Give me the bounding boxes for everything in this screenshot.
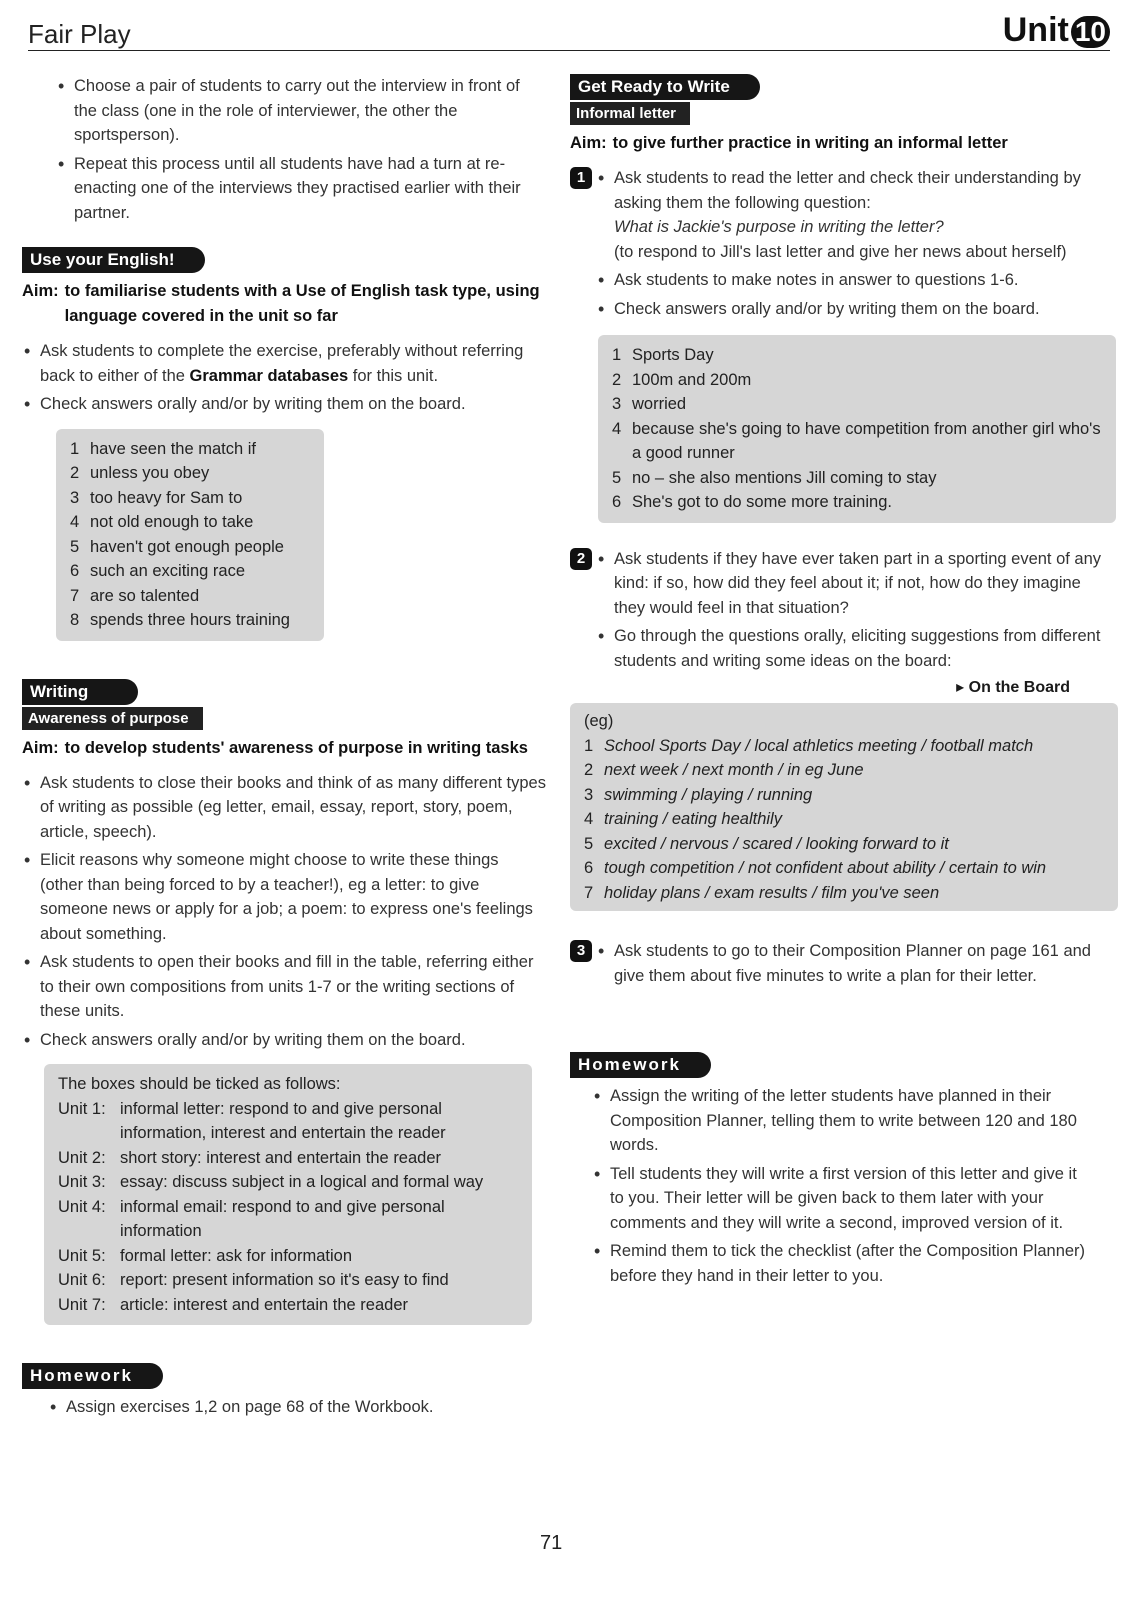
task-number-badge: 3 bbox=[570, 940, 592, 962]
ticked-boxes-answer bbox=[44, 1064, 532, 1325]
item-text: holiday plans / exam results / film you've seen bbox=[604, 883, 940, 902]
list-item: • Tell students they will write a first version of this letter and give it to you. Their letter will be given back to them later with your comments and they will write a second, improved version of it. bbox=[592, 1162, 1090, 1236]
task-2 bbox=[570, 547, 1110, 678]
play-arrow-icon: ▸ bbox=[956, 679, 965, 696]
homework-heading: Homework bbox=[22, 1363, 163, 1389]
list-item: • Check answers orally and/or by writing them on the board. bbox=[22, 1028, 546, 1053]
list-item bbox=[612, 343, 1102, 368]
list-item bbox=[612, 466, 1102, 491]
list-item: • Ask students to go to their Composition Planner on page 161 and give them about five minutes to write a plan for their letter. bbox=[596, 939, 1110, 988]
list-item bbox=[70, 437, 310, 462]
item-number: 8 bbox=[70, 611, 80, 629]
task-2-bullets bbox=[596, 547, 1110, 678]
item-number: 2 bbox=[584, 761, 594, 779]
unit-description: article: interest and entertain the reader bbox=[120, 1295, 409, 1314]
task-3 bbox=[570, 939, 1110, 992]
page-number: 71 bbox=[540, 1532, 563, 1554]
list-item bbox=[70, 461, 310, 486]
item-number: 3 bbox=[70, 488, 80, 507]
item-text: because she's going to have competition from another girl who's a good runner bbox=[632, 419, 1101, 462]
intro-bullets bbox=[56, 74, 546, 225]
unit-description: essay: discuss subject in a logical and formal way bbox=[120, 1173, 484, 1191]
unit-label: Unit 2: bbox=[58, 1148, 106, 1167]
homework-bullets bbox=[48, 1395, 546, 1420]
list-item: • Assign exercises 1,2 on page 68 of the Workbook. bbox=[48, 1395, 546, 1420]
list-item: • Ask students to close their books and think of as many different types of writing as possible (eg letter, email, essay, report, story, poem, article, speech). bbox=[22, 771, 546, 845]
list-item: • Choose a pair of students to carry out the interview in front of the class (one in the role of interviewer, the other the sportsperson). bbox=[56, 74, 546, 148]
aim-text: Aim: to give further practice in writing an informal letter bbox=[570, 134, 1008, 152]
list-item: • Ask students if they have ever taken part in a sporting event of any kind: if so, how did they feel about it; if not, how do they imagine they would feel in that situation? bbox=[596, 547, 1110, 621]
item-text: have seen the match if bbox=[90, 439, 257, 458]
list-item: • Go through the questions orally, eliciting suggestions from different students and writing some ideas on the board: bbox=[596, 624, 1110, 673]
unit-description: informal email: respond to and give personal information bbox=[120, 1197, 445, 1240]
unit-row bbox=[58, 1268, 518, 1293]
task-3-bullets bbox=[596, 939, 1110, 992]
unit-row bbox=[58, 1195, 518, 1244]
units-list bbox=[58, 1097, 518, 1318]
item-number: 7 bbox=[584, 883, 594, 902]
item-text: training / eating healthily bbox=[604, 810, 782, 828]
section-title: Fair Play bbox=[28, 19, 131, 49]
item-text: not old enough to take bbox=[90, 513, 254, 531]
list-item bbox=[70, 559, 310, 584]
list-item bbox=[612, 368, 1102, 393]
unit-description: formal letter: ask for information bbox=[120, 1246, 352, 1265]
list-item: • Assign the writing of the letter students have planned in their Composition Planner, telling them to write between 120 and 180 words. bbox=[592, 1084, 1090, 1158]
item-number: 5 bbox=[584, 834, 594, 853]
list-item: • Ask students to open their books and fill in the table, referring either to their own compositions from units 1-7 or the writing sections of these units. bbox=[22, 950, 546, 1024]
item-number: 6 bbox=[70, 562, 80, 580]
list-item: • Ask students to read the letter and check their understanding by asking them the following question: What is Jackie's purpose in writing the letter? (to respond to Jill's last letter and give her news about herself) bbox=[596, 166, 1110, 264]
item-text: She's got to do some more training. bbox=[632, 493, 892, 511]
unit-row bbox=[58, 1170, 518, 1195]
list-item: • Remind them to tick the checklist (after the Composition Planner) before they hand in their letter to you. bbox=[592, 1239, 1090, 1288]
task-number-badge: 2 bbox=[570, 548, 592, 570]
list-item bbox=[584, 783, 1104, 808]
use-english-section bbox=[22, 247, 546, 641]
item-number: 5 bbox=[70, 537, 80, 556]
item-text: are so talented bbox=[90, 586, 200, 605]
unit-label: Unit 3: bbox=[58, 1173, 106, 1191]
item-number: 3 bbox=[612, 395, 622, 413]
writing-subheading: Awareness of purpose bbox=[22, 707, 203, 730]
informal-letter-subheading: Informal letter bbox=[570, 102, 690, 125]
page-header bbox=[28, 11, 1110, 51]
item-number: 5 bbox=[612, 468, 622, 487]
answer-key-box bbox=[56, 429, 324, 641]
item-number: 4 bbox=[612, 419, 622, 438]
unit-row bbox=[58, 1244, 518, 1269]
item-text: next week / next month / in eg June bbox=[604, 761, 864, 779]
right-column bbox=[570, 74, 1110, 1292]
item-number: 4 bbox=[584, 810, 594, 828]
on-the-board-label: ▸ On the Board bbox=[956, 679, 1070, 696]
homework-heading: Homework bbox=[570, 1052, 711, 1078]
task-1 bbox=[570, 166, 1110, 325]
list-item bbox=[70, 510, 310, 535]
item-number: 2 bbox=[612, 370, 622, 389]
homework-section-right bbox=[570, 1052, 1110, 1288]
writing-section bbox=[22, 679, 546, 1326]
answer-list bbox=[70, 437, 310, 633]
unit-title bbox=[1003, 11, 1110, 50]
unit-row bbox=[58, 1146, 518, 1171]
item-text: no – she also mentions Jill coming to stay bbox=[632, 468, 937, 487]
unit-row bbox=[58, 1097, 518, 1146]
writing-bullets bbox=[22, 771, 546, 1053]
item-number: 1 bbox=[584, 736, 594, 755]
list-item bbox=[70, 584, 310, 609]
writing-heading: Writing bbox=[22, 679, 138, 705]
item-number: 3 bbox=[584, 785, 594, 804]
list-item bbox=[70, 535, 310, 560]
list-item bbox=[584, 807, 1104, 832]
list-item: • Elicit reasons why someone might choose to write these things (other than being forced to by a teacher!), eg a letter: to give someone news or apply for a job; a poem: to express one's feelings about something. bbox=[22, 848, 546, 946]
unit-label: Unit 7: bbox=[58, 1295, 106, 1314]
board-list bbox=[584, 734, 1104, 906]
answer-list bbox=[612, 343, 1102, 515]
list-item bbox=[612, 417, 1102, 466]
task-1-answer-box bbox=[598, 335, 1116, 523]
left-column bbox=[22, 74, 546, 1424]
unit-label: Unit 5: bbox=[58, 1246, 106, 1265]
item-number: 7 bbox=[70, 586, 80, 605]
list-item: • Check answers orally and/or by writing them on the board. bbox=[596, 297, 1110, 322]
aim-text: Aim: to familiarise students with a Use of English task type, using language covered in the unit so far bbox=[22, 282, 540, 325]
item-text: tough competition / not confident about ability / certain to win bbox=[604, 859, 1047, 877]
item-text: 100m and 200m bbox=[632, 370, 752, 389]
item-number: 6 bbox=[584, 859, 594, 877]
list-item bbox=[612, 392, 1102, 417]
list-item: • Ask students to complete the exercise, preferably without referring back to either of the Grammar databases for this unit. bbox=[22, 339, 546, 388]
item-text: unless you obey bbox=[90, 464, 210, 482]
unit-description: informal letter: respond to and give personal information, interest and entertain the reader bbox=[120, 1099, 446, 1142]
item-text: swimming / playing / running bbox=[604, 785, 813, 804]
unit-row bbox=[58, 1293, 518, 1318]
item-text: spends three hours training bbox=[90, 611, 290, 629]
item-number: 1 bbox=[612, 346, 622, 364]
task-number-badge: 1 bbox=[570, 167, 592, 189]
use-english-heading: Use your English! bbox=[22, 247, 205, 273]
unit-label: Unit 6: bbox=[58, 1271, 106, 1289]
item-text: such an exciting race bbox=[90, 562, 246, 580]
get-ready-heading: Get Ready to Write bbox=[570, 74, 760, 100]
item-text: haven't got enough people bbox=[90, 537, 284, 556]
unit-label: Unit 1: bbox=[58, 1099, 106, 1118]
item-number: 1 bbox=[70, 439, 80, 458]
unit-description: short story: interest and entertain the reader bbox=[120, 1148, 442, 1167]
box-intro: The boxes should be ticked as follows: bbox=[58, 1075, 341, 1093]
unit-number-badge: 10 bbox=[1071, 16, 1110, 48]
item-text: worried bbox=[632, 395, 687, 413]
item-text: School Sports Day / local athletics meeting / football match bbox=[604, 736, 1034, 755]
list-item bbox=[612, 490, 1102, 515]
list-item: • Repeat this process until all students have had a turn at re-enacting one of the interviews they practised earlier with their partner. bbox=[56, 152, 546, 226]
item-text: too heavy for Sam to bbox=[90, 488, 243, 507]
aim-text: Aim: to develop students' awareness of purpose in writing tasks bbox=[22, 738, 528, 757]
homework-section-left bbox=[22, 1363, 546, 1420]
eg-label: (eg) bbox=[584, 712, 614, 730]
list-item bbox=[70, 608, 310, 633]
item-number: 4 bbox=[70, 513, 80, 531]
list-item: • Check answers orally and/or by writing them on the board. bbox=[22, 392, 546, 417]
list-item: • Ask students to make notes in answer to questions 1-6. bbox=[596, 268, 1110, 293]
item-text: Sports Day bbox=[632, 346, 714, 364]
list-item bbox=[70, 486, 310, 511]
list-item bbox=[584, 734, 1104, 759]
use-english-bullets bbox=[22, 339, 546, 417]
list-item bbox=[584, 758, 1104, 783]
task-1-bullets bbox=[596, 166, 1110, 325]
item-number: 2 bbox=[70, 464, 80, 482]
list-item bbox=[584, 881, 1104, 906]
homework-bullets bbox=[592, 1084, 1090, 1288]
list-item bbox=[584, 856, 1104, 881]
unit-label: Unit bbox=[1002, 11, 1069, 49]
unit-description: report: present information so it's easy to find bbox=[120, 1271, 449, 1289]
on-the-board-box bbox=[570, 703, 1118, 911]
unit-label: Unit 4: bbox=[58, 1197, 106, 1216]
item-number: 6 bbox=[612, 493, 622, 511]
item-text: excited / nervous / scared / looking forward to it bbox=[604, 834, 949, 853]
list-item bbox=[584, 832, 1104, 857]
